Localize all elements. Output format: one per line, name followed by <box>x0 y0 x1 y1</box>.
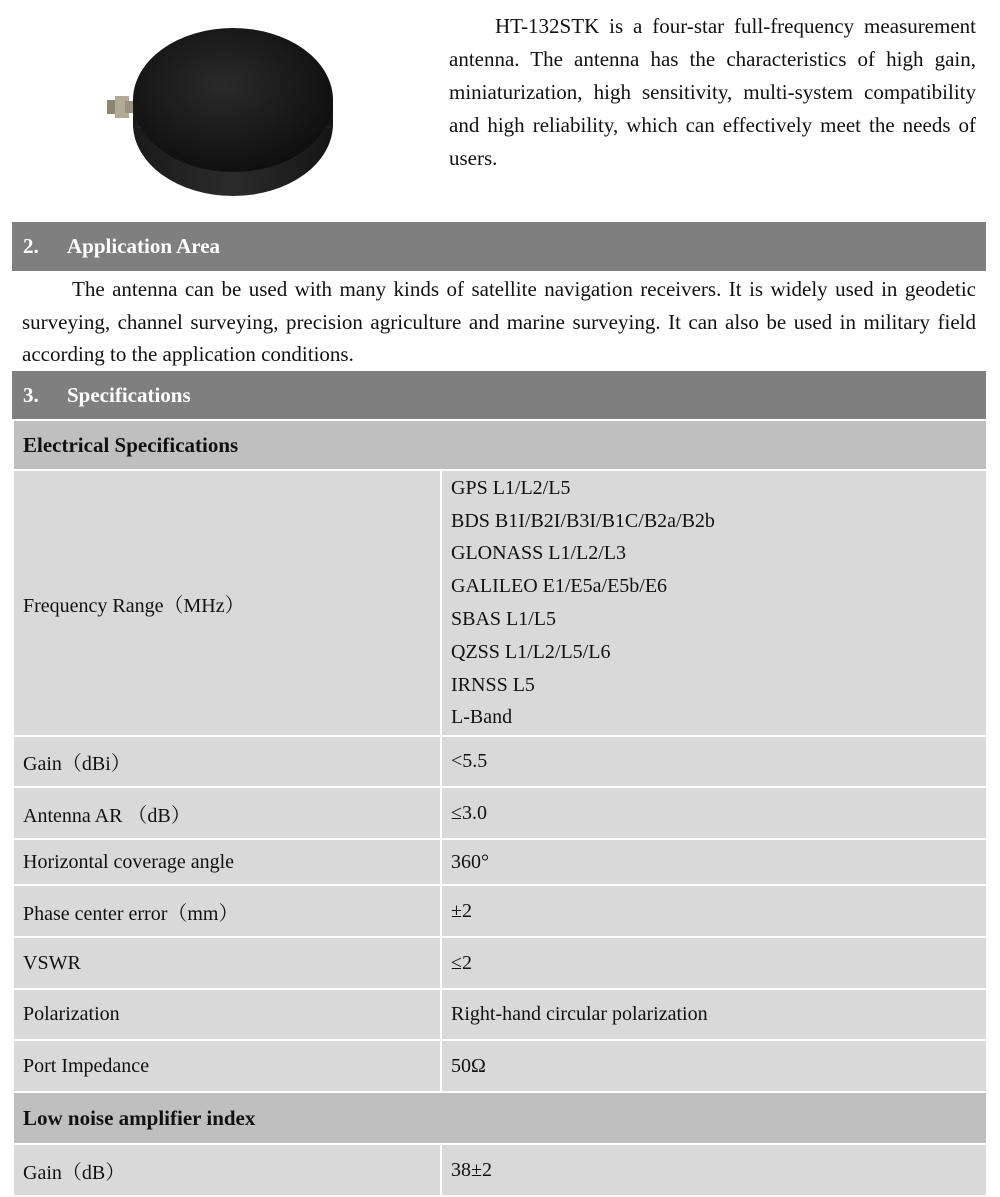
table-row <box>13 787 987 839</box>
intro-description: HT-132STK is a four-star full-frequency measurement antenna. The antenna has the characteristics of high gain, miniaturization, high sensitivity, multi-system compatibility and high reliability, which can effectively meet the needs of users. <box>449 14 976 170</box>
frequency-value: GALILEO E1/E5a/E5b/E6 <box>451 575 668 598</box>
section-number: 2. <box>23 234 39 258</box>
spec-value: ≤2 <box>441 937 987 989</box>
frequency-value: L-Band <box>451 706 513 729</box>
frequency-values <box>441 470 987 736</box>
specifications-table <box>12 419 988 1197</box>
table-row <box>13 1040 987 1092</box>
spec-label: Polarization <box>13 989 441 1040</box>
antenna-product-image <box>105 28 340 198</box>
frequency-value: GLONASS L1/L2/L3 <box>451 542 626 565</box>
spec-value: 38±2 <box>441 1144 987 1196</box>
spec-value: 360° <box>441 839 987 885</box>
table-row <box>13 885 987 937</box>
section-title: Application Area <box>67 234 221 258</box>
spec-value: 50Ω <box>441 1040 987 1092</box>
section-title: Specifications <box>67 382 191 407</box>
table-row <box>13 470 987 736</box>
spec-label: Port Impedance <box>13 1040 441 1092</box>
section-header-application-area <box>12 222 986 271</box>
section-number: 3. <box>23 382 39 407</box>
frequency-value: BDS B1I/B2I/B3I/B1C/B2a/B2b <box>451 509 715 532</box>
spec-value: ±2 <box>441 885 987 937</box>
spec-value: ≤3.0 <box>441 787 987 839</box>
spec-label: VSWR <box>13 937 441 989</box>
spec-label: Phase center error（mm） <box>13 885 441 937</box>
electrical-specifications-header: Electrical Specifications <box>13 420 987 470</box>
spec-label: Gain（dB） <box>13 1144 441 1196</box>
table-row <box>13 937 987 989</box>
frequency-value: IRNSS L5 <box>451 673 535 696</box>
table-row <box>13 1144 987 1196</box>
spec-value: Right-hand circular polarization <box>441 989 987 1040</box>
frequency-value: SBAS L1/L5 <box>451 608 557 630</box>
table-row <box>13 839 987 885</box>
frequency-value: GPS L1/L2/L5 <box>451 476 571 499</box>
spec-label: Gain（dBi） <box>13 736 441 787</box>
connector-icon <box>107 96 137 118</box>
spec-value: <5.5 <box>441 736 987 787</box>
lna-index-header: Low noise amplifier index <box>13 1092 987 1144</box>
table-row <box>13 736 987 787</box>
spec-label: Frequency Range（MHz） <box>13 470 441 736</box>
application-area-text: The antenna can be used with many kinds of satellite navigation receivers. It is widely used in geodetic surveying, channel surveying, precision agriculture and marine surveying. It can also be used in military field according to the application conditions. <box>22 277 976 366</box>
frequency-value: QZSS L1/L2/L5/L6 <box>451 640 611 663</box>
intro-section <box>0 0 1000 215</box>
table-row <box>13 989 987 1040</box>
table-group-header <box>13 1092 987 1144</box>
table-group-header <box>13 420 987 470</box>
spec-label: Antenna AR （dB） <box>13 787 441 839</box>
section-header-specifications <box>12 371 986 419</box>
spec-label: Horizontal coverage angle <box>13 839 441 885</box>
